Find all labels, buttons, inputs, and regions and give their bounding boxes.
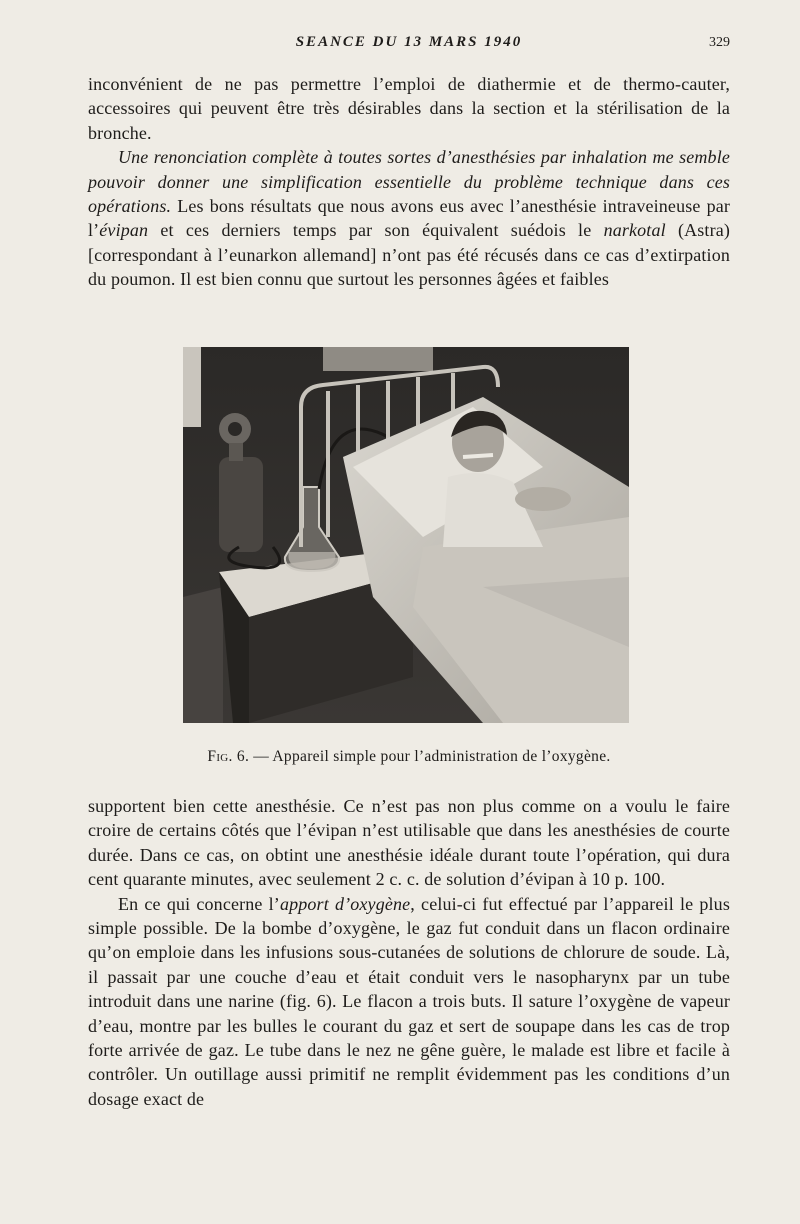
paragraph-2-part-b: et ces derniers temps par son équivalent suédois le [148, 220, 604, 241]
term-apport-oxygene: apport d’oxygène [279, 893, 411, 914]
paragraph-4-part-a: En ce qui concerne l’ [118, 893, 280, 914]
paragraph-2-part-c: (Astra) [correspondant à l’eunarkon allemand] n’ont pas été récusés dans ce cas d’extirpation du poumon. Il est bien connu que surtout les personnes âgées et faibles [88, 220, 730, 290]
paragraph-2-part-a: Les bons résultats que nous avons eus avec l’anesthésie intraveineuse par l’ [88, 196, 730, 241]
paragraph-3: supportent bien cette anesthésie. Ce n’est pas non plus comme on a voulu le faire croire de certains côtés que l’évipan n’est utilisable que dans les anesthésies de courte durée. Dans ce cas, on obtint une anesthésie idéale durant toute l’opération, qui dura cent quarante minutes, avec seulement 2 c. c. de solution d’évipan à 10 p. 100. [88, 796, 730, 890]
figure-caption-text: — Appareil simple pour l’administration de l’oxygène. [249, 748, 611, 765]
paragraph-1: inconvénient de ne pas permettre l’emploi de diathermie et de thermo-cauter, accessoires qui peuvent être très désirables dans la section et la stérilisation de la bronche. [88, 74, 730, 143]
term-evipan: évipan [99, 220, 149, 241]
left-wall-panel [183, 347, 201, 427]
italic-statement: Une renonciation complète à toutes sortes d’anesthésies par inhalation me semble pouvoir donner une simplification essentielle du problème technique dans ces opérations. [88, 147, 730, 217]
figure-6-photo [183, 347, 629, 723]
running-header [88, 34, 730, 56]
page-number: 329 [709, 35, 730, 50]
figure-caption [88, 748, 730, 766]
running-title: SEANCE DU 13 MARS 1940 [295, 34, 523, 50]
window-light [323, 347, 433, 371]
term-narkotal: narkotal [603, 220, 666, 241]
paragraph-2 [88, 145, 730, 291]
figure-label: Fig. 6. [207, 748, 250, 765]
photo-illustration [183, 347, 629, 723]
body-text-top [88, 72, 730, 292]
paragraph-4-part-b: , celui-ci fut effectué par l’appareil le plus simple possible. De la bombe d’oxygène, le gaz fut conduit dans un flacon ordinaire qu’on emploie dans les infusions sous-cutanées de solutions de chlorure de soude. Là, il passait par une couche d’eau et était conduit vers le nasopharynx par un tube introduit dans une narine (fig. 6). Le flacon a trois buts. Il sature l’oxygène de vapeur d’eau, montre par les bulles le courant du gaz et sert de soupape dans les cas de trop forte arrivée de gaz. Le tube dans le nez ne gêne guère, le malade est libre et facile à contrôler. Un outillage aussi primitif ne remplit évidemment pas les conditions d’un dosage exact de [88, 893, 730, 1109]
paragraph-4 [88, 892, 730, 1112]
body-text-bottom [88, 794, 730, 1111]
